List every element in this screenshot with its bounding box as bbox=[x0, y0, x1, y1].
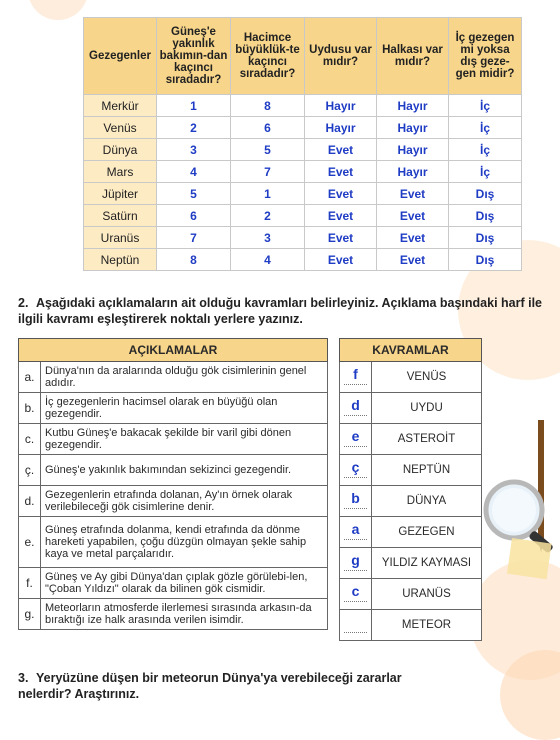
volume-order-answer: 5 bbox=[231, 139, 305, 161]
table-row bbox=[19, 599, 328, 630]
table-row bbox=[84, 95, 522, 117]
moon-answer: Hayır bbox=[305, 117, 377, 139]
inner-outer-answer: Dış bbox=[449, 227, 522, 249]
sun-order-answer: 8 bbox=[157, 249, 231, 271]
table-row bbox=[19, 517, 328, 568]
volume-order-answer: 1 bbox=[231, 183, 305, 205]
handwritten-answer: a bbox=[351, 521, 360, 537]
table-row bbox=[19, 455, 328, 486]
description-text: Dünya'nın da aralarında olduğu gök cisimlerinin genel adıdır. bbox=[41, 362, 328, 393]
answer-blank[interactable] bbox=[340, 517, 372, 548]
description-letter: b. bbox=[19, 393, 41, 424]
handwritten-answer: b bbox=[351, 490, 360, 506]
column-header-volume-order: Hacimce büyüklük-te kaçıncı sıradadır? bbox=[231, 18, 305, 95]
table-row bbox=[19, 424, 328, 455]
sun-order-answer: 7 bbox=[157, 227, 231, 249]
question-3 bbox=[18, 670, 428, 702]
ring-answer: Hayır bbox=[377, 117, 449, 139]
description-letter: a. bbox=[19, 362, 41, 393]
dotted-line bbox=[344, 477, 367, 478]
ring-answer: Evet bbox=[377, 205, 449, 227]
concept-label: URANÜS bbox=[372, 579, 482, 610]
inner-outer-answer: İç bbox=[449, 95, 522, 117]
table-row bbox=[340, 517, 482, 548]
table-row bbox=[84, 227, 522, 249]
volume-order-answer: 2 bbox=[231, 205, 305, 227]
sun-order-answer: 4 bbox=[157, 161, 231, 183]
decorative-circle bbox=[28, 0, 88, 20]
column-header-planets: Gezegenler bbox=[84, 18, 157, 95]
inner-outer-answer: Dış bbox=[449, 183, 522, 205]
table-row bbox=[19, 568, 328, 599]
handwritten-answer: d bbox=[351, 397, 360, 413]
planet-name: Dünya bbox=[84, 139, 157, 161]
concept-label: METEOR bbox=[372, 610, 482, 641]
table-row bbox=[340, 424, 482, 455]
table-row bbox=[19, 362, 328, 393]
concept-label: NEPTÜN bbox=[372, 455, 482, 486]
planet-name: Neptün bbox=[84, 249, 157, 271]
table-row bbox=[84, 183, 522, 205]
table-row bbox=[84, 139, 522, 161]
description-letter: c. bbox=[19, 424, 41, 455]
inner-outer-answer: İç bbox=[449, 161, 522, 183]
answer-blank[interactable] bbox=[340, 579, 372, 610]
table-row bbox=[340, 362, 482, 393]
dotted-line bbox=[344, 601, 367, 602]
answer-blank[interactable] bbox=[340, 548, 372, 579]
table-row bbox=[84, 249, 522, 271]
moon-answer: Evet bbox=[305, 205, 377, 227]
magnifier-illustration bbox=[478, 420, 560, 580]
table-row bbox=[340, 579, 482, 610]
column-header-inner-outer: İç gezegen mi yoksa dış geze-gen midir? bbox=[449, 18, 522, 95]
planet-name: Merkür bbox=[84, 95, 157, 117]
ring-answer: Hayır bbox=[377, 95, 449, 117]
answer-blank[interactable] bbox=[340, 424, 372, 455]
question-number: 3. bbox=[18, 671, 29, 685]
question-2 bbox=[18, 295, 548, 327]
descriptions-table bbox=[18, 338, 328, 630]
handwritten-answer: g bbox=[351, 552, 360, 568]
volume-order-answer: 7 bbox=[231, 161, 305, 183]
sun-order-answer: 1 bbox=[157, 95, 231, 117]
volume-order-answer: 4 bbox=[231, 249, 305, 271]
concept-label: YILDIZ KAYMASI bbox=[372, 548, 482, 579]
inner-outer-answer: İç bbox=[449, 139, 522, 161]
answer-blank[interactable] bbox=[340, 486, 372, 517]
question-text: Aşağıdaki açıklamaların ait olduğu kavramları belirleyiniz. Açıklama başındaki harf ile ilgili kavramı eşleştirerek noktalı yerlere yazınız. bbox=[18, 296, 542, 326]
inner-outer-answer: Dış bbox=[449, 249, 522, 271]
handwritten-answer: c bbox=[351, 583, 360, 599]
moon-answer: Evet bbox=[305, 249, 377, 271]
table-row bbox=[84, 117, 522, 139]
handwritten-answer: e bbox=[351, 428, 360, 444]
description-letter: f. bbox=[19, 568, 41, 599]
concept-label: ASTEROİT bbox=[372, 424, 482, 455]
description-text: Güneş'e yakınlık bakımından sekizinci gezegendir. bbox=[41, 455, 328, 486]
dotted-line bbox=[344, 539, 367, 540]
sun-order-answer: 6 bbox=[157, 205, 231, 227]
inner-outer-answer: İç bbox=[449, 117, 522, 139]
column-header-ring: Halkası var mıdır? bbox=[377, 18, 449, 95]
table-row bbox=[340, 610, 482, 641]
volume-order-answer: 8 bbox=[231, 95, 305, 117]
concept-label: VENÜS bbox=[372, 362, 482, 393]
moon-answer: Evet bbox=[305, 227, 377, 249]
volume-order-answer: 3 bbox=[231, 227, 305, 249]
table-row bbox=[340, 486, 482, 517]
moon-answer: Evet bbox=[305, 161, 377, 183]
description-letter: g. bbox=[19, 599, 41, 630]
sun-order-answer: 2 bbox=[157, 117, 231, 139]
description-text: Meteorların atmosferde ilerlemesi sırasında arkasın-da bıraktığı ize halk arasında verilen isimdir. bbox=[41, 599, 328, 630]
description-letter: e. bbox=[19, 517, 41, 568]
table-row bbox=[340, 455, 482, 486]
answer-blank[interactable] bbox=[340, 393, 372, 424]
dotted-line bbox=[344, 632, 367, 633]
answer-blank[interactable] bbox=[340, 455, 372, 486]
handwritten-answer: f bbox=[353, 366, 358, 382]
concept-label: GEZEGEN bbox=[372, 517, 482, 548]
question-number: 2. bbox=[18, 296, 29, 310]
dotted-line bbox=[344, 384, 367, 385]
description-text: Güneş ve Ay gibi Dünya'dan çıplak gözle görülebi-len, "Çoban Yıldızı" olarak da bilinen gök cismidir. bbox=[41, 568, 328, 599]
moon-answer: Hayır bbox=[305, 95, 377, 117]
table-row bbox=[19, 393, 328, 424]
description-letter: ç. bbox=[19, 455, 41, 486]
handwritten-answer: ç bbox=[351, 459, 360, 475]
planets-table bbox=[83, 17, 522, 271]
dotted-line bbox=[344, 415, 367, 416]
moon-answer: Evet bbox=[305, 139, 377, 161]
description-text: Gezegenlerin etrafında dolanan, Ay'ın örnek olarak verilebileceği gök cisimlerine denir. bbox=[41, 486, 328, 517]
description-text: Güneş etrafında dolanma, kendi etrafında da dönme hareketi yapabilen, çoğu düzgün olmayan şekle sahip kaya ve metal parçalarıdır. bbox=[41, 517, 328, 568]
planet-name: Venüs bbox=[84, 117, 157, 139]
question-text: Yeryüzüne düşen bir meteorun Dünya'ya verebileceği zararlar nelerdir? Araştırınız. bbox=[18, 671, 402, 701]
table-row bbox=[19, 486, 328, 517]
ring-answer: Evet bbox=[377, 249, 449, 271]
description-letter: d. bbox=[19, 486, 41, 517]
concept-label: DÜNYA bbox=[372, 486, 482, 517]
volume-order-answer: 6 bbox=[231, 117, 305, 139]
table-row bbox=[84, 161, 522, 183]
concepts-table bbox=[339, 338, 482, 641]
dotted-line bbox=[344, 446, 367, 447]
concept-label: UYDU bbox=[372, 393, 482, 424]
planet-name: Mars bbox=[84, 161, 157, 183]
column-header-moon: Uydusu var mıdır? bbox=[305, 18, 377, 95]
dotted-line bbox=[344, 508, 367, 509]
sun-order-answer: 5 bbox=[157, 183, 231, 205]
planet-name: Uranüs bbox=[84, 227, 157, 249]
answer-blank[interactable] bbox=[340, 362, 372, 393]
inner-outer-answer: Dış bbox=[449, 205, 522, 227]
ring-answer: Hayır bbox=[377, 161, 449, 183]
sun-order-answer: 3 bbox=[157, 139, 231, 161]
moon-answer: Evet bbox=[305, 183, 377, 205]
planets-table-header bbox=[84, 18, 522, 95]
table-row bbox=[340, 548, 482, 579]
ring-answer: Evet bbox=[377, 183, 449, 205]
ring-answer: Hayır bbox=[377, 139, 449, 161]
column-header-sun-order: Güneş'e yakınlık bakımın-dan kaçıncı sıradadır? bbox=[157, 18, 231, 95]
ring-answer: Evet bbox=[377, 227, 449, 249]
planet-name: Jüpiter bbox=[84, 183, 157, 205]
table-row bbox=[84, 205, 522, 227]
concepts-header: KAVRAMLAR bbox=[340, 339, 482, 362]
table-row bbox=[340, 393, 482, 424]
description-text: Kutbu Güneş'e bakacak şekilde bir varil gibi dönen gezegendir. bbox=[41, 424, 328, 455]
dotted-line bbox=[344, 570, 367, 571]
descriptions-header: AÇIKLAMALAR bbox=[19, 339, 328, 362]
answer-blank[interactable] bbox=[340, 610, 372, 641]
planet-name: Satürn bbox=[84, 205, 157, 227]
description-text: İç gezegenlerin hacimsel olarak en büyüğü olan gezegendir. bbox=[41, 393, 328, 424]
